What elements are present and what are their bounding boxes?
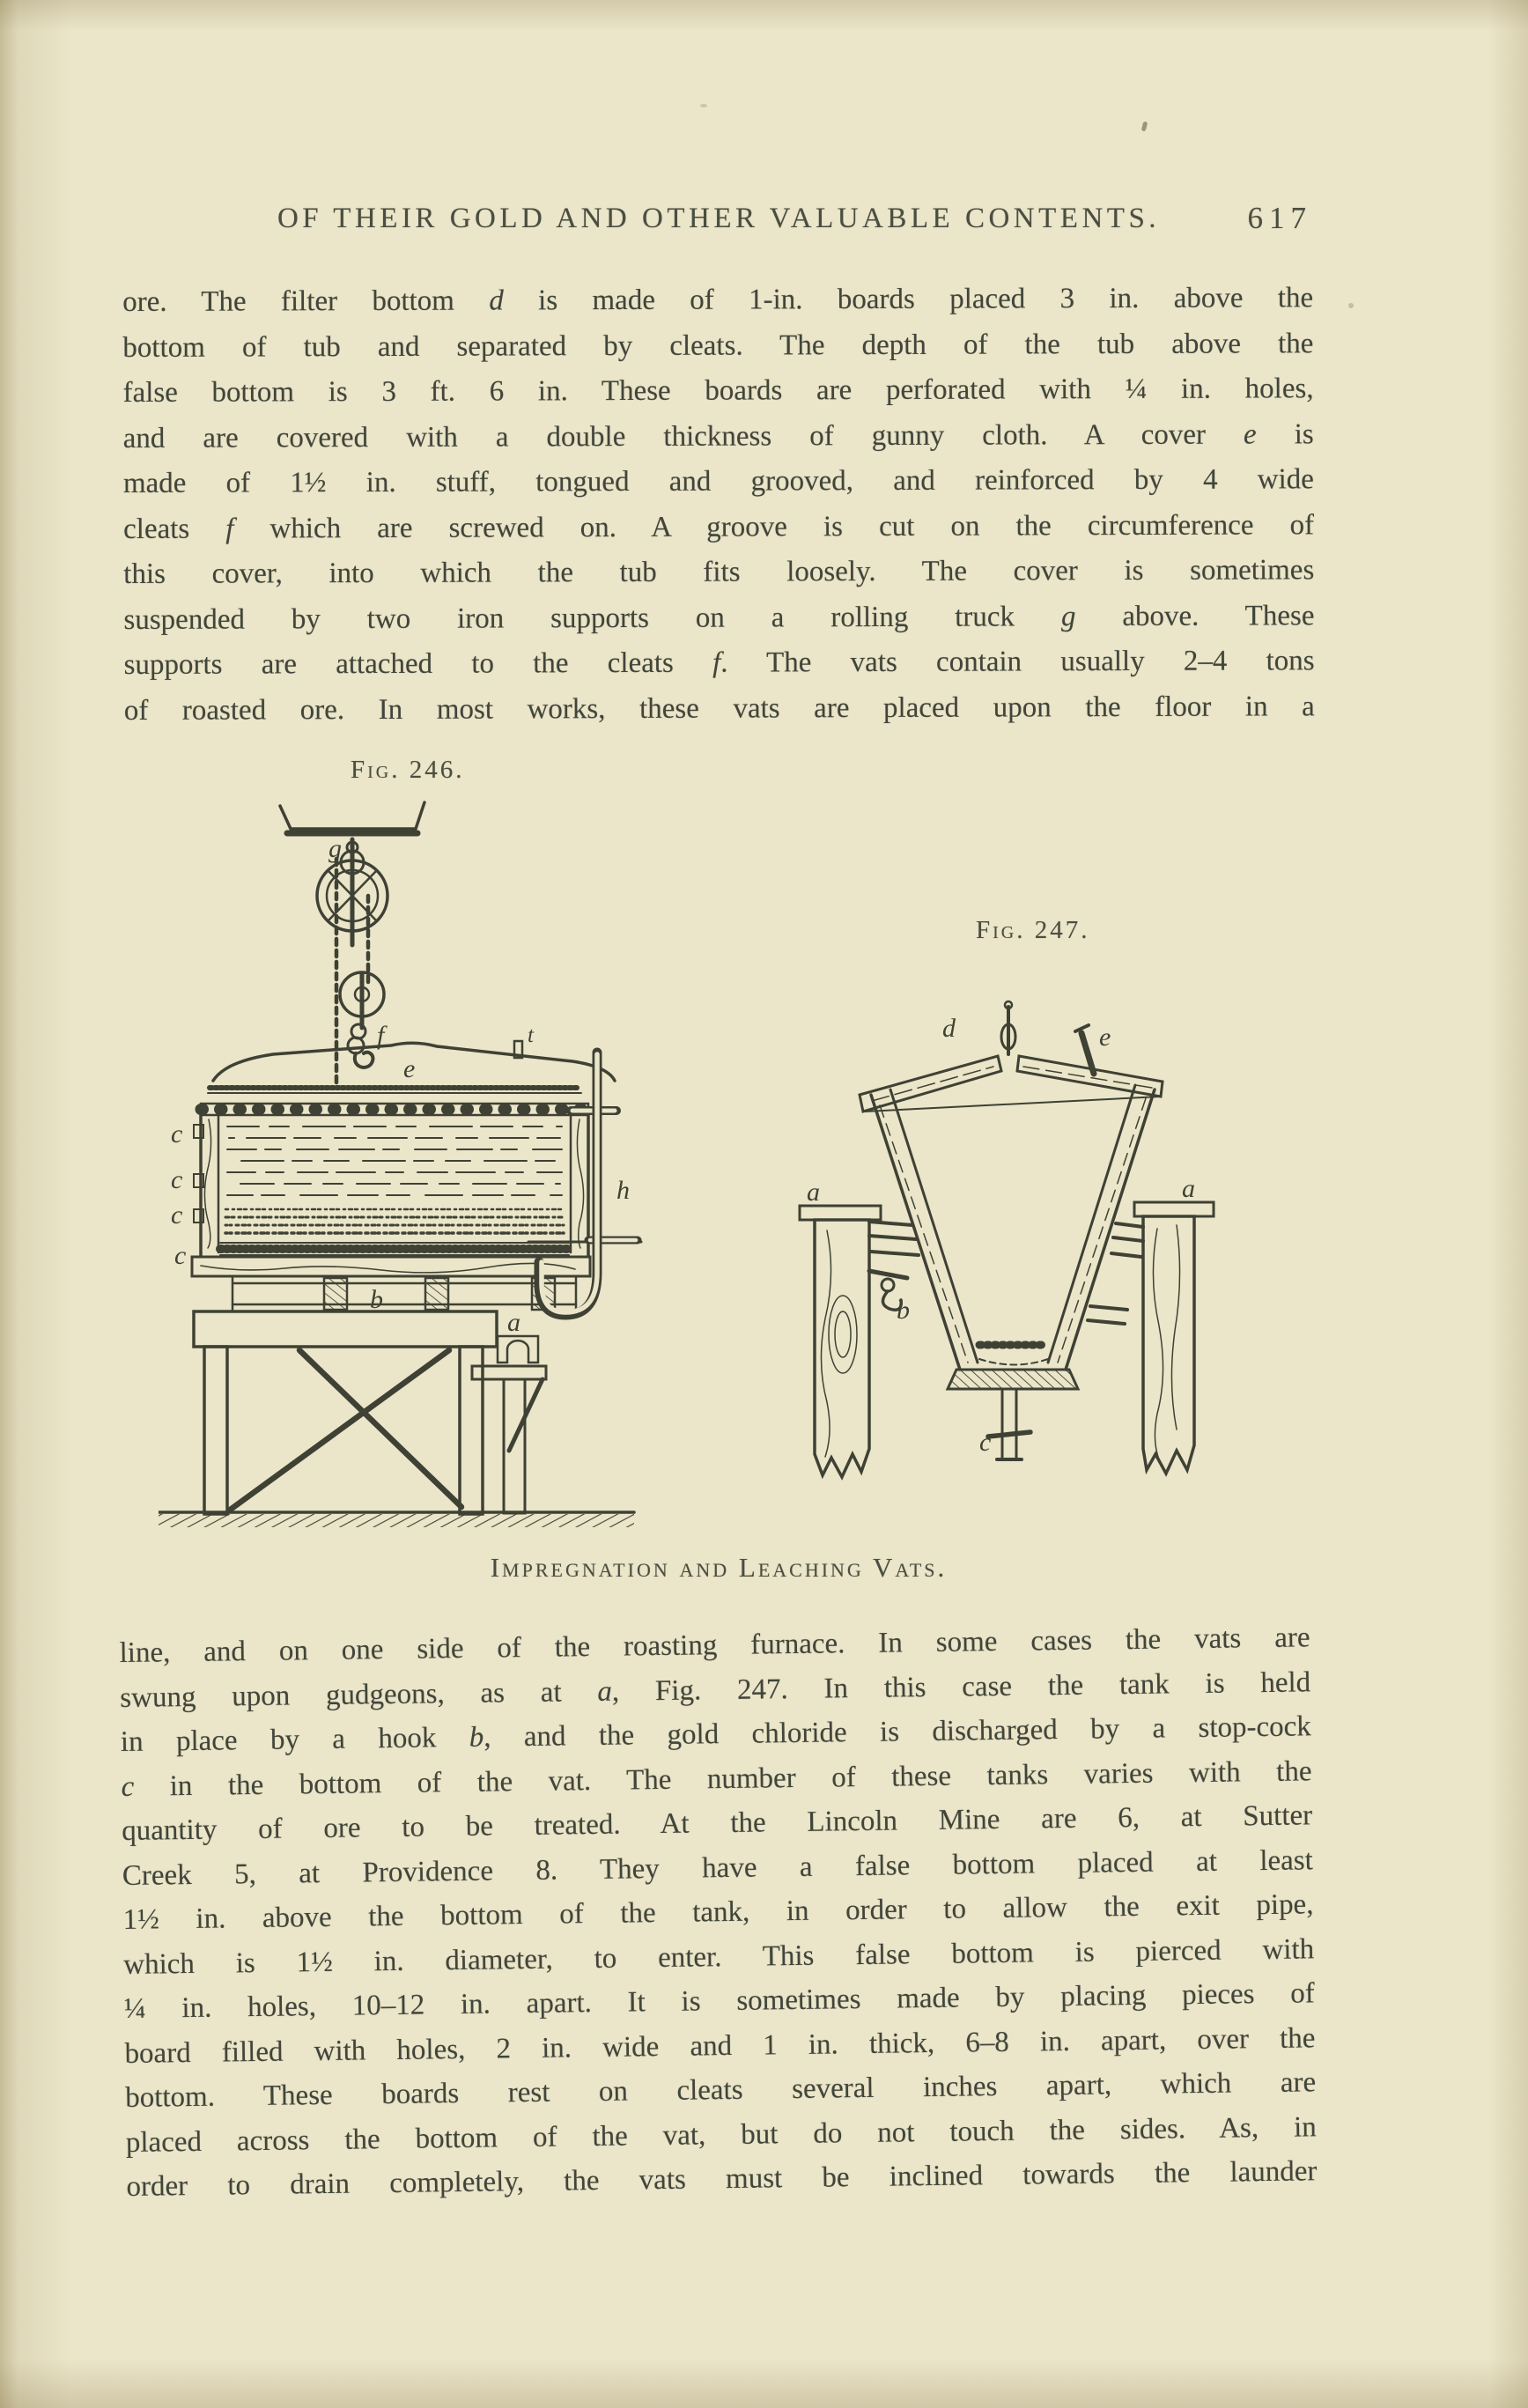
text-line: quantity of ore to be treated. At the Lincoln Mine are 6, at Sutter — [122, 1799, 1313, 1848]
fig247-label-e: e — [1099, 1023, 1111, 1052]
ground — [159, 1512, 634, 1527]
fig246-label-h: h — [616, 1176, 630, 1205]
text-line: bottom. These boards rest on cleats several inches apart, which are — [124, 2066, 1317, 2114]
vat-walls — [871, 1085, 1155, 1370]
fig247-label-c: c — [979, 1428, 992, 1457]
fig246-label-b: b — [370, 1285, 383, 1314]
text-line: ore. The filter bottom d is made of 1-in. boards placed 3 in. above the — [122, 282, 1314, 319]
running-header — [123, 203, 1314, 241]
text-line: order to drain completely, the vats must be inclined towards the launder — [126, 2155, 1318, 2203]
text-line: bottom of tub and separated by cleats. The depth of the tub above the — [122, 327, 1314, 364]
fig-246-label: Fig. 246. — [351, 756, 465, 784]
text-line: made of 1½ in. stuff, tongued and grooved, and reinforced by 4 wide — [122, 463, 1314, 500]
fig246-label-f: f — [377, 1021, 385, 1050]
fig-246-illustration — [159, 797, 709, 1533]
figure-caption: Impregnation and Leaching Vats. — [490, 1552, 948, 1583]
pivot — [1001, 1001, 1015, 1054]
text-line: of roasted ore. In most works, these vats are placed upon the floor in a — [123, 690, 1315, 727]
fig246-label-g: g — [328, 834, 342, 863]
paragraph-2 — [119, 1615, 1317, 2209]
page-title: OF THEIR GOLD AND OTHER VALUABLE CONTENTS. — [277, 203, 1161, 234]
text-line: c in the bottom of the vat. The number of these tanks varies with the — [121, 1754, 1312, 1803]
page-number: 617 — [1247, 201, 1312, 235]
text-line: placed across the bottom of the vat, but do not touch the sides. As, in — [125, 2110, 1317, 2159]
fig247-label-d: d — [942, 1014, 956, 1043]
text-line: cleats f which are screwed on. A groove is cut on the circumference of — [123, 508, 1315, 545]
fig246-label-a: a — [507, 1308, 520, 1337]
fig-247-label: Fig. 247. — [976, 916, 1090, 944]
fig-247-illustration — [784, 956, 1303, 1506]
gudgeon-bolts — [869, 1222, 1143, 1324]
fig246-label-t: t — [528, 1023, 534, 1047]
text-line: ¼ in. holes, 10–12 in. apart. It is sometimes made by placing pieces of — [123, 1977, 1316, 2025]
fig247-drawing — [800, 1001, 1214, 1477]
fig247-label-a: a — [1182, 1174, 1195, 1203]
text-line: swung upon gudgeons, as at a, Fig. 247. In this case the tank is held — [120, 1666, 1311, 1714]
vat-bottom — [948, 1345, 1078, 1389]
paper-speck — [1348, 303, 1354, 308]
stop-cock — [988, 1389, 1030, 1459]
text-line: Creek 5, at Providence 8. They have a false bottom placed at least — [122, 1843, 1314, 1892]
text-line: and are covered with a double thickness of gunny cloth. A cover e is — [122, 417, 1314, 454]
rolling-truck — [280, 802, 424, 833]
fig246-label-c: c — [171, 1119, 183, 1149]
cleats — [233, 1278, 576, 1310]
paper-speck — [1141, 122, 1148, 132]
text-line: board filled with holes, 2 in. wide and 1 in. thick, 6–8 in. apart, over the — [124, 2021, 1316, 2070]
trestle-stand — [194, 1311, 497, 1514]
text-line: false bottom is 3 ft. 6 in. These boards are perforated with ¼ in. holes, — [122, 373, 1314, 410]
text-line: supports are attached to the cleats f. The vats contain usually 2–4 tons — [123, 645, 1315, 681]
fig247-label-b: b — [897, 1296, 910, 1325]
text-line: line, and on one side of the roasting furnace. In some cases the vats are — [119, 1621, 1310, 1670]
fig246-label-c: c — [174, 1241, 187, 1270]
fig247-label-a: a — [807, 1178, 820, 1207]
text-line: this cover, into which the tub fits loosely. The cover is sometimes — [123, 554, 1315, 590]
fig246-label-c: c — [171, 1165, 183, 1194]
fig246-label-c: c — [171, 1200, 183, 1230]
text-line: suspended by two iron supports on a rolling truck g above. These — [123, 599, 1315, 636]
top-beams — [860, 1056, 1163, 1112]
fig246-drawing — [159, 802, 641, 1527]
paper-speck — [700, 104, 707, 107]
text-line: which is 1½ in. diameter, to enter. This false bottom is pierced with — [122, 1932, 1315, 1981]
text-line: in place by a hook b, and the gold chloride is discharged by a stop-cock — [120, 1710, 1312, 1759]
text-line: 1½ in. above the bottom of the tank, in order to allow the exit pipe, — [122, 1888, 1314, 1937]
paragraph-1 — [122, 276, 1315, 734]
fig246-label-e: e — [403, 1054, 416, 1083]
tub — [192, 1104, 590, 1276]
